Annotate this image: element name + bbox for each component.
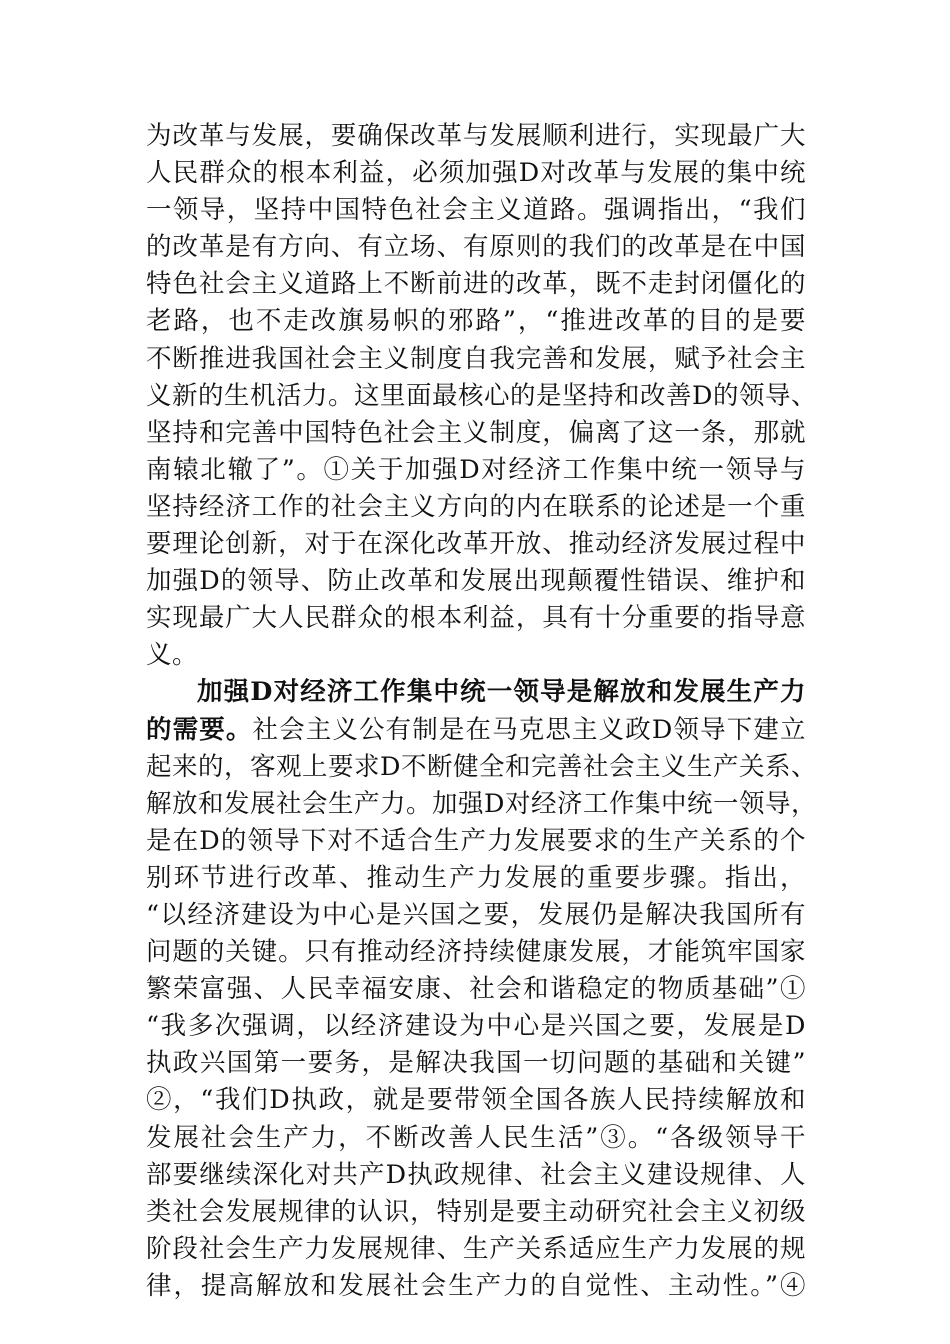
text-line: “我多次强调，以经济建设为中心是兴国之要，发展是D xyxy=(146,1011,806,1042)
text-line: 一领导，坚持中国特色社会主义道路。强调指出，“我们 xyxy=(146,195,806,226)
section-heading: 加强D对经济工作集中统一领导是解放和发展生产力 xyxy=(197,677,806,708)
text-line: 义新的生机活力。这里面最核心的是坚持和改善D的领导、 xyxy=(146,380,817,411)
text-line: 为改革与发展，要确保改革与发展顺利进行，实现最广大 xyxy=(146,121,806,151)
paragraph-1 xyxy=(146,118,817,674)
text-line: 人民群众的根本利益，必须加强D对改革与发展的集中统 xyxy=(146,158,806,189)
text-line: 要理论创新，对于在深化改革开放、推动经济发展过程中 xyxy=(146,529,806,560)
text-line: 类社会发展规律的认识，特别是要主动研究社会主义初级 xyxy=(146,1196,806,1227)
text-line: 部要继续深化对共产D执政规律、社会主义建设规律、人 xyxy=(146,1159,806,1190)
text-line: 阶段社会生产力发展规律、生产关系适应生产力发展的规 xyxy=(146,1233,806,1264)
text-line: 的改革是有方向、有立场、有原则的我们的改革是在中国 xyxy=(146,232,806,263)
text-line: 问题的关键。只有推动经济持续健康发展，才能筑牢国家 xyxy=(146,937,806,968)
text-line: 发展社会生产力，不断改善人民生活”③。“各级领导干 xyxy=(146,1122,806,1153)
text-line: 解放和发展社会生产力。加强D对经济工作集中统一领导， xyxy=(146,788,817,819)
text-line: 别环节进行改革、推动生产力发展的重要步骤。指出， xyxy=(146,862,806,893)
text-run: 社会主义公有制是在马克思主义政D领导下建立 xyxy=(252,714,806,745)
text-line: 执政兴国第一要务，是解决我国一切问题的基础和关键” xyxy=(146,1048,806,1079)
text-line: ②，“我们D执政，就是要带领全国各族人民持续解放和 xyxy=(146,1085,806,1116)
text-line xyxy=(146,712,806,749)
text-line: 不断推进我国社会主义制度自我完善和发展，赋予社会主 xyxy=(146,343,806,374)
text-line: 加强D的领导、防止改革和发展出现颠覆性错误、维护和 xyxy=(146,566,806,597)
text-line: 坚持和完善中国特色社会主义制度，偏离了这一条，那就 xyxy=(146,417,806,448)
text-line: 坚持经济工作的社会主义方向的内在联系的论述是一个重 xyxy=(146,491,806,522)
document-body xyxy=(146,118,817,1305)
paragraph-2 xyxy=(146,674,817,1305)
text-line: “以经济建设为中心是兴国之要，发展仍是解决我国所有 xyxy=(146,899,806,930)
text-line: 律，提高解放和发展社会生产力的自觉性、主动性。”④ xyxy=(146,1270,806,1301)
text-line: 老路，也不走改旗易帜的邪路”，“推进改革的目的是要 xyxy=(146,306,806,337)
text-line: 繁荣富强、人民幸福安康、社会和谐稳定的物质基础”① xyxy=(146,974,806,1005)
text-line: 起来的，客观上要求D不断健全和完善社会主义生产关系、 xyxy=(146,751,817,782)
text-line: 义。 xyxy=(146,640,199,671)
text-line: 实现最广大人民群众的根本利益，具有十分重要的指导意 xyxy=(146,603,806,634)
text-line: 特色社会主义道路上不断前进的改革，既不走封闭僵化的 xyxy=(146,269,806,300)
text-line: 是在D的领导下对不适合生产力发展要求的生产关系的个 xyxy=(146,825,806,856)
text-line: 南辕北辙了”。①关于加强D对经济工作集中统一领导与 xyxy=(146,454,806,485)
section-heading-end: 的需要。 xyxy=(146,714,253,745)
